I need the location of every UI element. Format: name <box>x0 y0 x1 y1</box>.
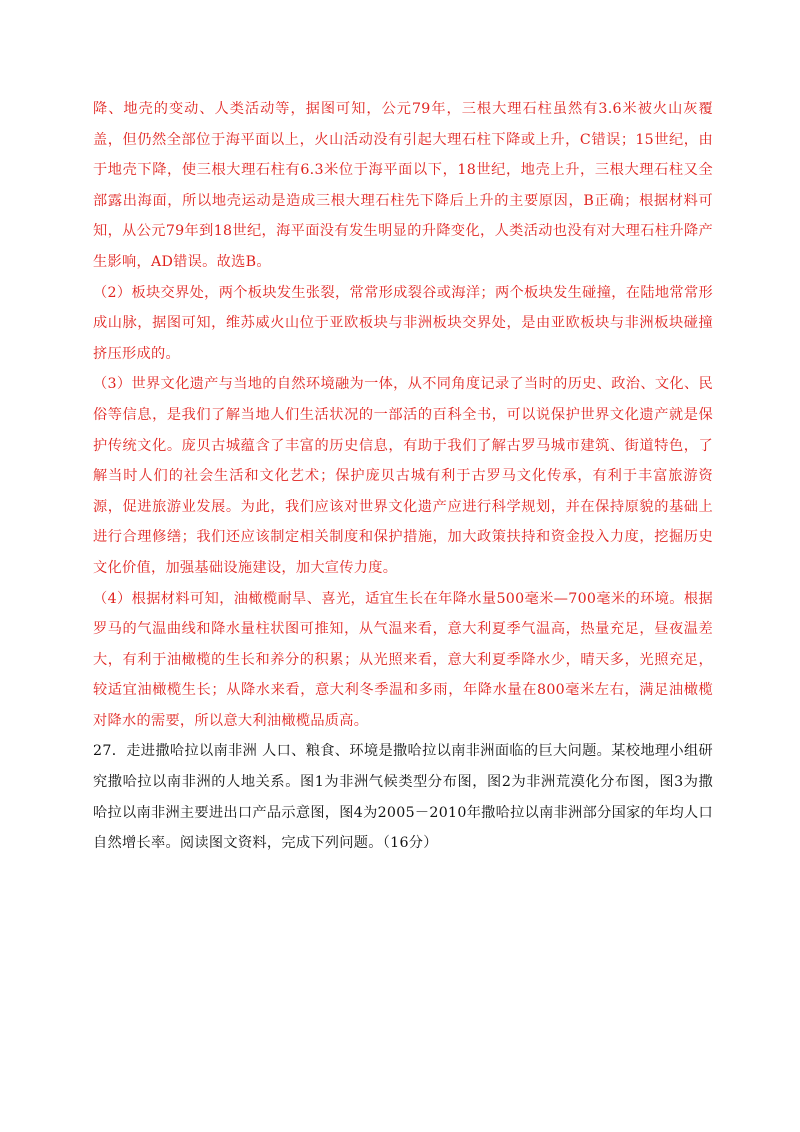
question-27: 27．走进撒哈拉以南非洲 人口、粮食、环境是撒哈拉以南非洲面临的巨大问题。某校地理小组研究撒哈拉以南非洲的人地关系。图1为非洲气候类型分布图，图2为非洲荒漠化分布图，图3为撒哈拉以南非洲主要进出口产品示意图，图4为2005－2010年撒哈拉以南非洲部分国家的年均人口自然增长率。阅读图文资料，完成下列问题。（16分） <box>93 743 713 852</box>
document-page <box>93 94 713 859</box>
answer-paragraph-4: （4）根据材料可知，油橄榄耐旱、喜光，适宜生长在年降水量500毫米—700毫米的环境。根据罗马的气温曲线和降水量柱状图可推知，从气温来看，意大利夏季气温高，热量充足，昼夜温差大，有利于油橄榄的生长和养分的积累；从光照来看，意大利夏季降水少，晴天多，光照充足，较适宜油橄榄生长；从降水来看，意大利冬季温和多雨，年降水量在800毫米左右，满足油橄榄对降水的需要，所以意大利油橄榄品质高。 <box>93 590 713 729</box>
answer-paragraph-2: （2）板块交界处，两个板块发生张裂，常常形成裂谷或海洋；两个板块发生碰撞，在陆地常常形成山脉，据图可知，维苏威火山位于亚欧板块与非洲板块交界处，是由亚欧板块与非洲板块碰撞挤压形成的。 <box>93 284 713 362</box>
answer-paragraph-1: 降、地壳的变动、人类活动等，据图可知，公元79年，三根大理石柱虽然有3.6米被火山灰覆盖，但仍然全部位于海平面以上，火山活动没有引起大理石柱下降或上升，C错误；15世纪，由于地壳下降，使三根大理石柱有6.3米位于海平面以下，18世纪，地壳上升，三根大理石柱又全部露出海面，所以地壳运动是造成三根大理石柱先下降后上升的主要原因，B正确；根据材料可知，从公元79年到18世纪，海平面没有发生明显的升降变化，人类活动也没有对大理石柱升降产生影响，AD错误。故选B。 <box>93 101 713 270</box>
answer-paragraph-3: （3）世界文化遗产与当地的自然环境融为一体，从不同角度记录了当时的历史、政治、文化、民俗等信息，是我们了解当地人们生活状况的一部活的百科全书，可以说保护世界文化遗产就是保护传统文化。庞贝古城蕴含了丰富的历史信息，有助于我们了解古罗马城市建筑、街道特色，了解当时人们的社会生活和文化艺术；保护庞贝古城有利于古罗马文化传承，有利于丰富旅游资源，促进旅游业发展。为此，我们应该对世界文化遗产应进行科学规划，并在保持原貌的基础上进行合理修缮；我们还应该制定相关制度和保护措施，加大政策扶持和资金投入力度，挖掘历史文化价值，加强基础设施建设，加大宣传力度。 <box>93 376 713 576</box>
